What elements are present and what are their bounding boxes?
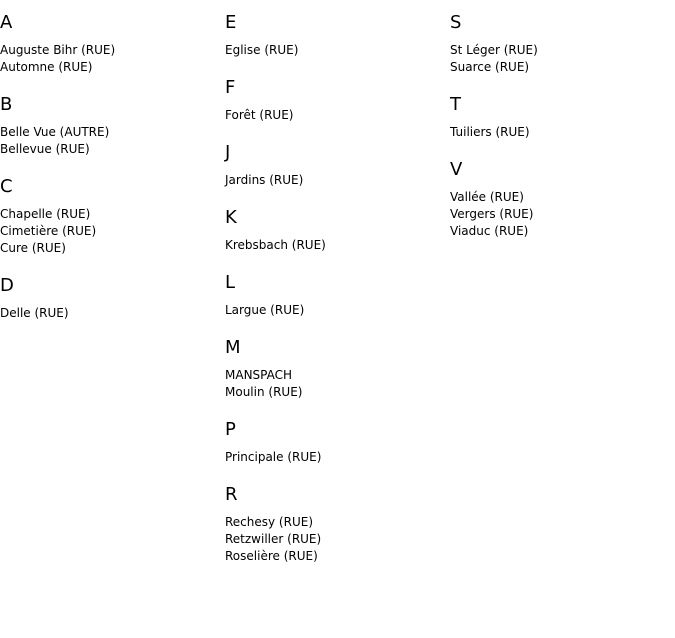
street-link[interactable]: Delle (RUE) xyxy=(0,306,69,320)
street-list xyxy=(450,42,675,76)
street-link[interactable]: Moulin (RUE) xyxy=(225,385,303,399)
street-list xyxy=(225,367,450,401)
letter-group xyxy=(0,275,225,322)
letter-group xyxy=(225,207,450,254)
street-link[interactable]: Roselière (RUE) xyxy=(225,549,318,563)
street-link[interactable]: Forêt (RUE) xyxy=(225,108,294,122)
letter-heading: B xyxy=(0,94,13,115)
street-list xyxy=(225,42,450,59)
letter-group xyxy=(450,159,675,240)
street-list xyxy=(225,514,450,565)
street-link[interactable]: Automne (RUE) xyxy=(0,60,93,74)
letter-group xyxy=(225,12,450,59)
street-list xyxy=(225,107,450,124)
letter-group xyxy=(225,272,450,319)
letter-heading: K xyxy=(225,207,237,228)
street-link[interactable]: Principale (RUE) xyxy=(225,450,322,464)
street-link[interactable]: Jardins (RUE) xyxy=(225,173,304,187)
index-column-2 xyxy=(225,12,450,583)
letter-heading: P xyxy=(225,419,236,440)
letter-heading: E xyxy=(225,12,237,33)
letter-heading: C xyxy=(0,176,13,197)
street-link[interactable]: Vallée (RUE) xyxy=(450,190,524,204)
letter-heading: S xyxy=(450,12,462,33)
letter-group xyxy=(225,419,450,466)
street-link[interactable]: Suarce (RUE) xyxy=(450,60,530,74)
index-column-1 xyxy=(0,12,225,340)
letter-heading: V xyxy=(450,159,463,180)
street-link[interactable]: Retzwiller (RUE) xyxy=(225,532,322,546)
street-link[interactable]: Bellevue (RUE) xyxy=(0,142,90,156)
letter-heading: D xyxy=(0,275,14,296)
street-list xyxy=(450,189,675,240)
letter-heading: A xyxy=(0,12,13,33)
letter-group xyxy=(450,12,675,76)
street-link[interactable]: St Léger (RUE) xyxy=(450,43,538,57)
letter-heading: M xyxy=(225,337,241,358)
letter-heading: L xyxy=(225,272,236,293)
letter-group xyxy=(450,94,675,141)
street-link[interactable]: Chapelle (RUE) xyxy=(0,207,91,221)
street-link[interactable]: Auguste Bihr (RUE) xyxy=(0,43,116,57)
street-link[interactable]: Viaduc (RUE) xyxy=(450,224,529,238)
letter-group xyxy=(225,484,450,565)
index-column-3 xyxy=(450,12,675,258)
letter-group xyxy=(0,94,225,158)
letter-group xyxy=(0,12,225,76)
letter-heading: T xyxy=(450,94,461,115)
street-link[interactable]: Cimetière (RUE) xyxy=(0,224,97,238)
street-link[interactable]: Krebsbach (RUE) xyxy=(225,238,326,252)
street-list xyxy=(225,302,450,319)
street-link[interactable]: Eglise (RUE) xyxy=(225,43,299,57)
street-link[interactable]: Cure (RUE) xyxy=(0,241,66,255)
street-list xyxy=(0,305,225,322)
letter-heading: F xyxy=(225,77,236,98)
street-list xyxy=(0,42,225,76)
street-link[interactable]: Vergers (RUE) xyxy=(450,207,534,221)
letter-group xyxy=(225,142,450,189)
street-list xyxy=(225,172,450,189)
letter-heading: J xyxy=(225,142,231,163)
street-list xyxy=(0,206,225,257)
street-list xyxy=(225,237,450,254)
street-list xyxy=(225,449,450,466)
street-list xyxy=(0,124,225,158)
street-link[interactable]: Tuiliers (RUE) xyxy=(450,125,530,139)
letter-group xyxy=(0,176,225,257)
street-link[interactable]: Largue (RUE) xyxy=(225,303,305,317)
street-list xyxy=(450,124,675,141)
letter-group xyxy=(225,337,450,401)
street-link[interactable]: Rechesy (RUE) xyxy=(225,515,314,529)
letter-group xyxy=(225,77,450,124)
letter-heading: R xyxy=(225,484,238,505)
street-link[interactable]: MANSPACH xyxy=(225,368,293,382)
street-link[interactable]: Belle Vue (AUTRE) xyxy=(0,125,110,139)
